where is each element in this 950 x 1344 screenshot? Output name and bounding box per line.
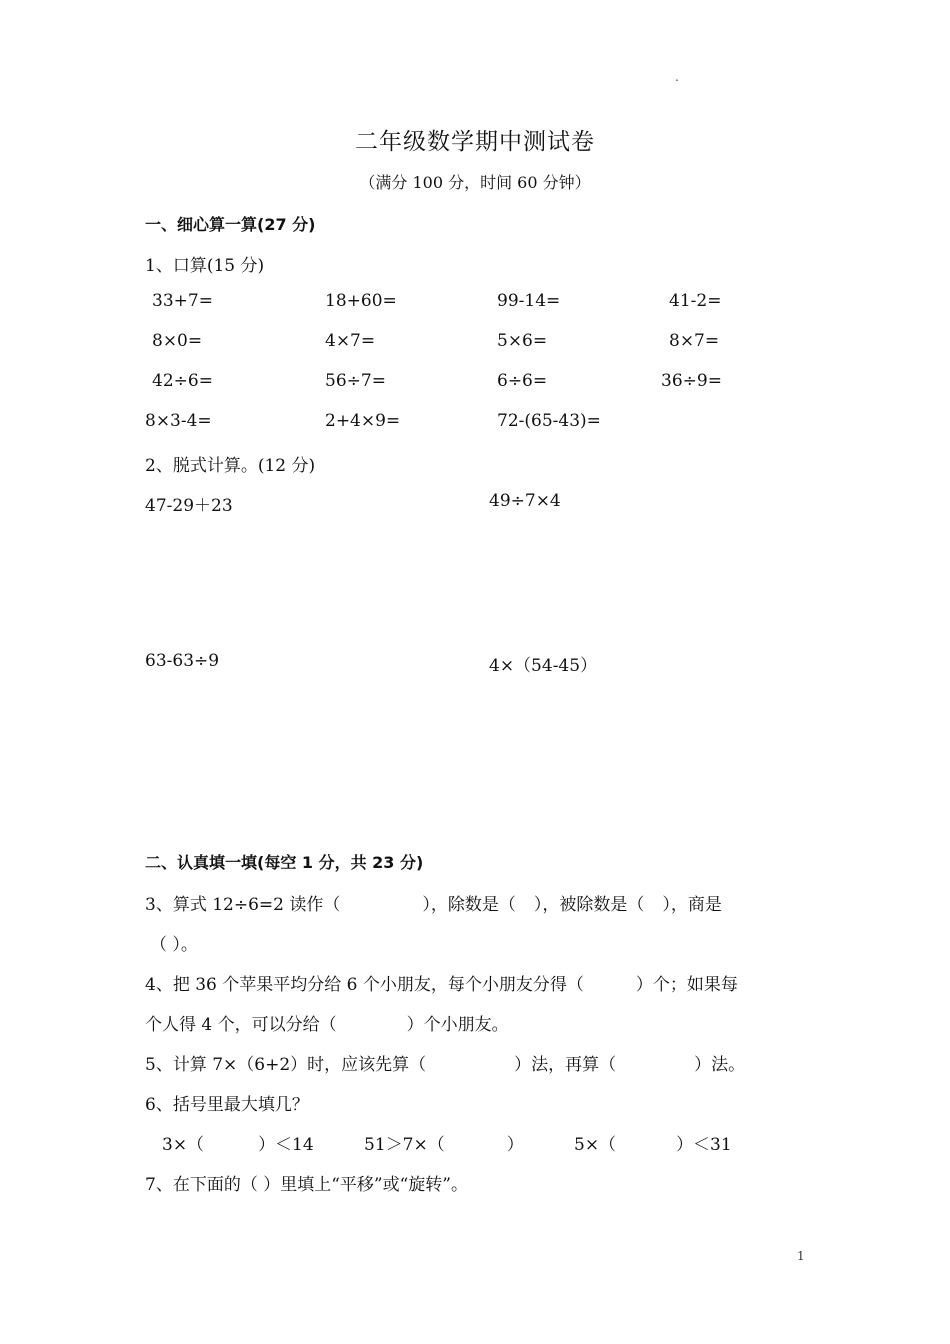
oral-item: 2+4×9= [325,411,401,431]
oral-item: 72-(65-43)= [497,411,601,431]
oral-item: 8×0= [152,331,203,351]
oral-item: 36÷9= [661,371,722,391]
q4-line2 [145,1010,509,1035]
page-number: 1 [797,1249,805,1263]
oral-item: 5×6= [497,331,548,351]
q7-label: 7、在下面的（ ）里填上“平移”或“旋转”。 [145,1175,468,1195]
step-calc-item: 63-63÷9 [145,651,220,671]
q6-item-a [162,1130,314,1155]
q2-label: 2、脱式计算。(12 分) [145,456,316,476]
step-calc-item: 47-29＋23 [145,496,233,516]
q3-text: ），商是 [662,895,722,915]
oral-item: 6÷6= [497,371,548,391]
q5-line [145,1050,745,1075]
q6-text: ）＜14 [258,1135,314,1155]
oral-item: 18+60= [325,291,397,311]
oral-item: 42÷6= [152,371,213,391]
oral-item: 8×3-4= [145,411,212,431]
q6-text: ）＜31 [676,1135,732,1155]
oral-item: 41-2= [669,291,722,311]
q6-label: 6、括号里最大填几？ [145,1095,309,1115]
section1-heading: 一、细心算一算(27 分) [145,215,316,234]
oral-item: 56÷7= [325,371,386,391]
q4-text: 4、把 36 个苹果平均分给 6 个小朋友，每个小朋友分得（ [145,975,584,995]
q4-text: ）个小朋友。 [406,1015,509,1035]
q3-line1 [145,890,722,915]
oral-item: 4×7= [325,331,376,351]
q6-item-b [364,1130,524,1155]
q6-text: 51＞7×（ [364,1135,445,1155]
page-subtitle: （满分 100 分，时间 60 分钟） [359,173,591,192]
step-calc-item: 4×（54-45） [489,656,598,676]
step-calc-item: 49÷7×4 [489,491,561,511]
q5-text: ）法。 [694,1055,746,1075]
q6-text: 5×（ [574,1135,617,1155]
q3-text: ），被除数是（ [533,895,645,915]
q6-text: ） [506,1135,524,1155]
page-title: 二年级数学期中测试卷 [355,129,595,155]
q6-item-c [574,1130,732,1155]
q3-text: 3、算式 12÷6=2 读作（ [145,895,341,915]
section2-heading: 二、认真填一填(每空 1 分，共 23 分) [145,853,424,872]
q5-text: ）法，再算（ [514,1055,617,1075]
q3-text: ），除数是（ [422,895,516,915]
oral-item: 33+7= [152,291,213,311]
q6-text: 3×（ [162,1135,205,1155]
q4-line1 [145,970,738,995]
header-dot: . [675,70,679,84]
q3-line2: （ ）。 [150,935,198,955]
oral-item: 99-14= [497,291,561,311]
q5-text: 5、计算 7×（6+2）时，应该先算（ [145,1055,427,1075]
q4-text: ）个；如果每 [635,975,738,995]
q4-text: 个人得 4 个，可以分给（ [145,1015,337,1035]
q1-label: 1、口算(15 分) [145,256,265,276]
oral-item: 8×7= [669,331,720,351]
